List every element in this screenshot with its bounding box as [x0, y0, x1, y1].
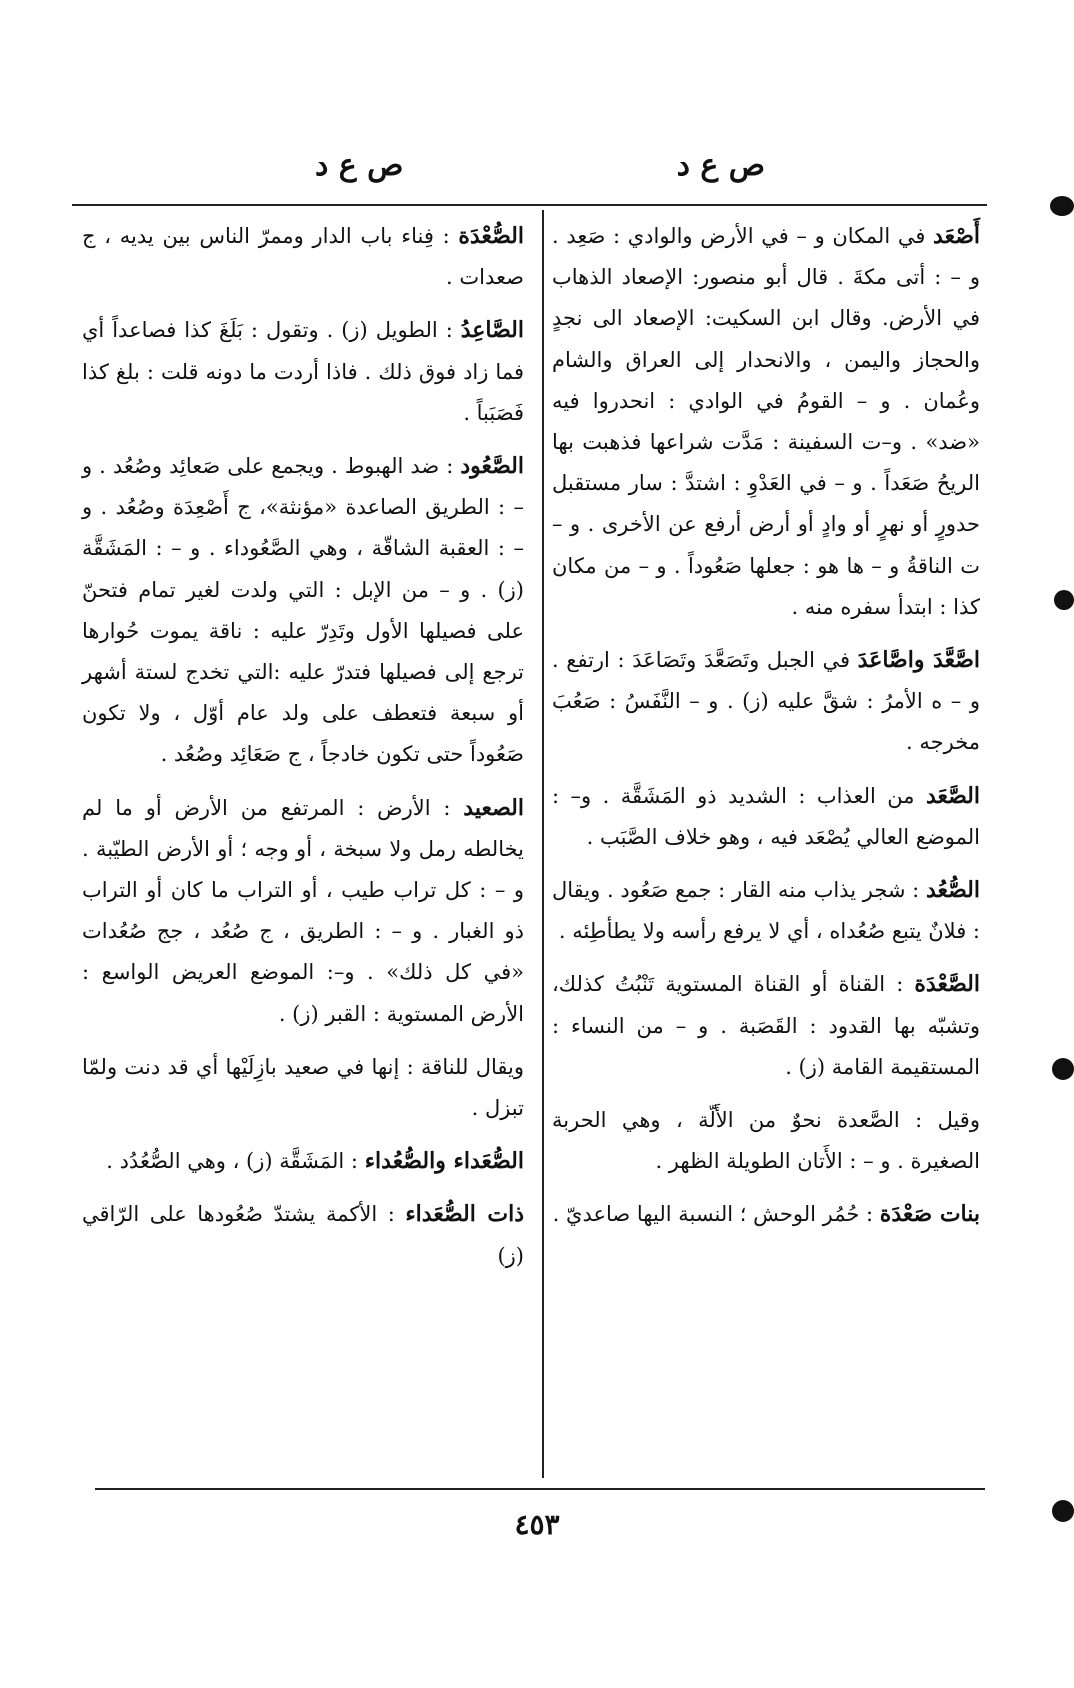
- entry: [552, 1194, 980, 1235]
- entry: [82, 1141, 524, 1182]
- column-divider: [542, 210, 544, 1478]
- headword: الصَّعَد: [925, 782, 980, 809]
- header-root-right: ص ع د: [676, 148, 765, 183]
- entry: [552, 1100, 980, 1182]
- definition: في المكان و – في الأرض والوادي : صَعِد . و – : أتى مكةَ . قال أبو منصور: الإصعاد الذهاب في الأرض. وقال ابن السكيت: الإصعاد الى نجدٍ والحجاز واليمن ، والانحدار إلى العراق والشام وعُمان . و – القومُ في الوادي : انحدروا فيه «ضد» . و–ت السفينة : مَدَّت شراعها فذهبت بها الريحُ صَعَداً . و – في العَدْوِ : اشتدَّ : سار مستقبل حدورٍ أو نهرٍ أو وادٍ أو أرض أرفع عن الأخرى . و – ت الناقةُ و – ها هو : جعلها صَعُوداً . و – من مكان كذا : ابتدأ سفره منه .: [552, 224, 980, 619]
- definition: : فِناء باب الدار وممرّ الناس بين يديه ، ج صعدات .: [82, 224, 524, 290]
- headword: الصَّعْدَة: [914, 971, 980, 998]
- right-column: [552, 216, 980, 1248]
- entry: [552, 640, 980, 764]
- headword: الصُّعَداء والصُّعُداء: [364, 1148, 524, 1175]
- headword: الصُّعْدَة: [458, 223, 524, 249]
- definition: : المَشَقَّة (ز) ، وهي الصُّعُدُد .: [106, 1149, 365, 1174]
- page-header: [70, 148, 990, 188]
- entry: [82, 216, 524, 298]
- definition: من العذاب : الشديد ذو المَشَقَّة . و– : الموضع العالي يُصْعَد فيه ، وهو خلاف الصَّبَب .: [552, 783, 980, 849]
- definition: : الطويل (ز) . وتقول : بَلَغَ كذا فصاعداً أي فما زاد فوق ذلك . فاذا أردت ما دونه قلت : بلغ كذا فَصَبَباً .: [82, 318, 524, 425]
- definition: : القناة أو القناة المستوية تَنْبُتُ كذلك، وتشبّه بها القدود : القَصَبة . و – من النساء : المستقيمة القامة (ز) .: [552, 972, 980, 1079]
- definition: وقيل : الصَّعدة نحوٌ من الأَلّة ، وهي الحربة الصغيرة . و – : الأَتان الطويلة الظهر .: [552, 1108, 980, 1174]
- left-column: [82, 216, 524, 1289]
- definition: : الأرض : المرتفع من الأرض أو ما لم يخالطه رمل ولا سبخة ، أو وجه ؛ أو الأرض الطيّبة . و – : كل تراب طيب ، أو التراب ما كان أو التراب ذو الغبار . و – : الطريق ، ج صُعُد ، جج صُعُدات «في كل ذلك» . و–: الموضع العريض الواسع : الأرض المستوية : القبر (ز) .: [82, 795, 524, 1026]
- entry: [552, 870, 980, 952]
- definition: : ضد الهبوط . ويجمع على صَعائِد وصُعُد . و – : الطريق الصاعدة «مؤنثة»، ج أَصْعِدَة وصُعُد . و – : العقبة الشاقّة ، وهي الصَّعُوداء . و – : المَشَقَّة (ز) . و – من الإبل : التي ولدت لغير تمام فتحنّ على فصيلها الأول وتَدِرّ عليه : ناقة يموت حُوارها ترجع إلى فصيلها فتدرّ عليه :التي تخدج لستة أشهر أو سبعة فتعطف على ولد عام أوّل ، ولا تكون صَعُوداً حتى تكون خادجاً ، ج صَعَائِد وصُعُد .: [82, 454, 524, 767]
- headword: أَصْعَد: [933, 223, 980, 249]
- definition: : شجر يذاب منه القار : جمع صَعُود . ويقال : فلانٌ يتبع صُعُداه ، أي لا يرفع رأسه ولا يطأطِئه .: [552, 878, 980, 944]
- definition: : الأكمة يشتدّ صُعُودها على الرّاقي (ز): [82, 1202, 524, 1268]
- scan-mark: [1052, 1058, 1074, 1080]
- entry: [82, 310, 524, 434]
- entry: [82, 1047, 524, 1129]
- headword: الصُّعُد: [925, 877, 980, 904]
- headword: اصَّعَّدَ واصَّاعَدَ: [857, 647, 980, 674]
- bottom-rule: [95, 1488, 985, 1490]
- definition: : حُمُر الوحش ؛ النسبة اليها صاعديّ .: [552, 1202, 880, 1227]
- entry: [552, 776, 980, 858]
- headword: بنات صَعْدَة: [879, 1201, 980, 1228]
- scan-mark: [1052, 1500, 1074, 1522]
- definition: في الجبل وتَصَعَّدَ وتَصَاعَدَ : ارتفع . و – ه الأمرُ : شقَّ عليه (ز) . و – النَّفَسُ : صَعُبَ مخرجه .: [552, 648, 980, 755]
- page-number: ٤٥٣: [514, 1508, 560, 1541]
- definition: ويقال للناقة : إنها في صعيد بازِلَيْها أي قد دنت ولمّا تبزل .: [82, 1054, 524, 1121]
- scan-mark: [1050, 196, 1074, 216]
- headword: الصَّعُود: [460, 453, 524, 480]
- entry: [552, 964, 980, 1088]
- headword: ذات الصُّعَداء: [405, 1201, 524, 1228]
- entry: [552, 216, 980, 628]
- entry: [82, 446, 524, 776]
- headword: الصعيد: [463, 794, 524, 821]
- scan-mark: [1054, 590, 1074, 610]
- entry: [82, 788, 524, 1035]
- top-rule: [72, 204, 987, 206]
- entry: [82, 1194, 524, 1276]
- header-root-left: ص ع د: [315, 148, 404, 183]
- headword: الصَّاعِدُ: [460, 317, 524, 344]
